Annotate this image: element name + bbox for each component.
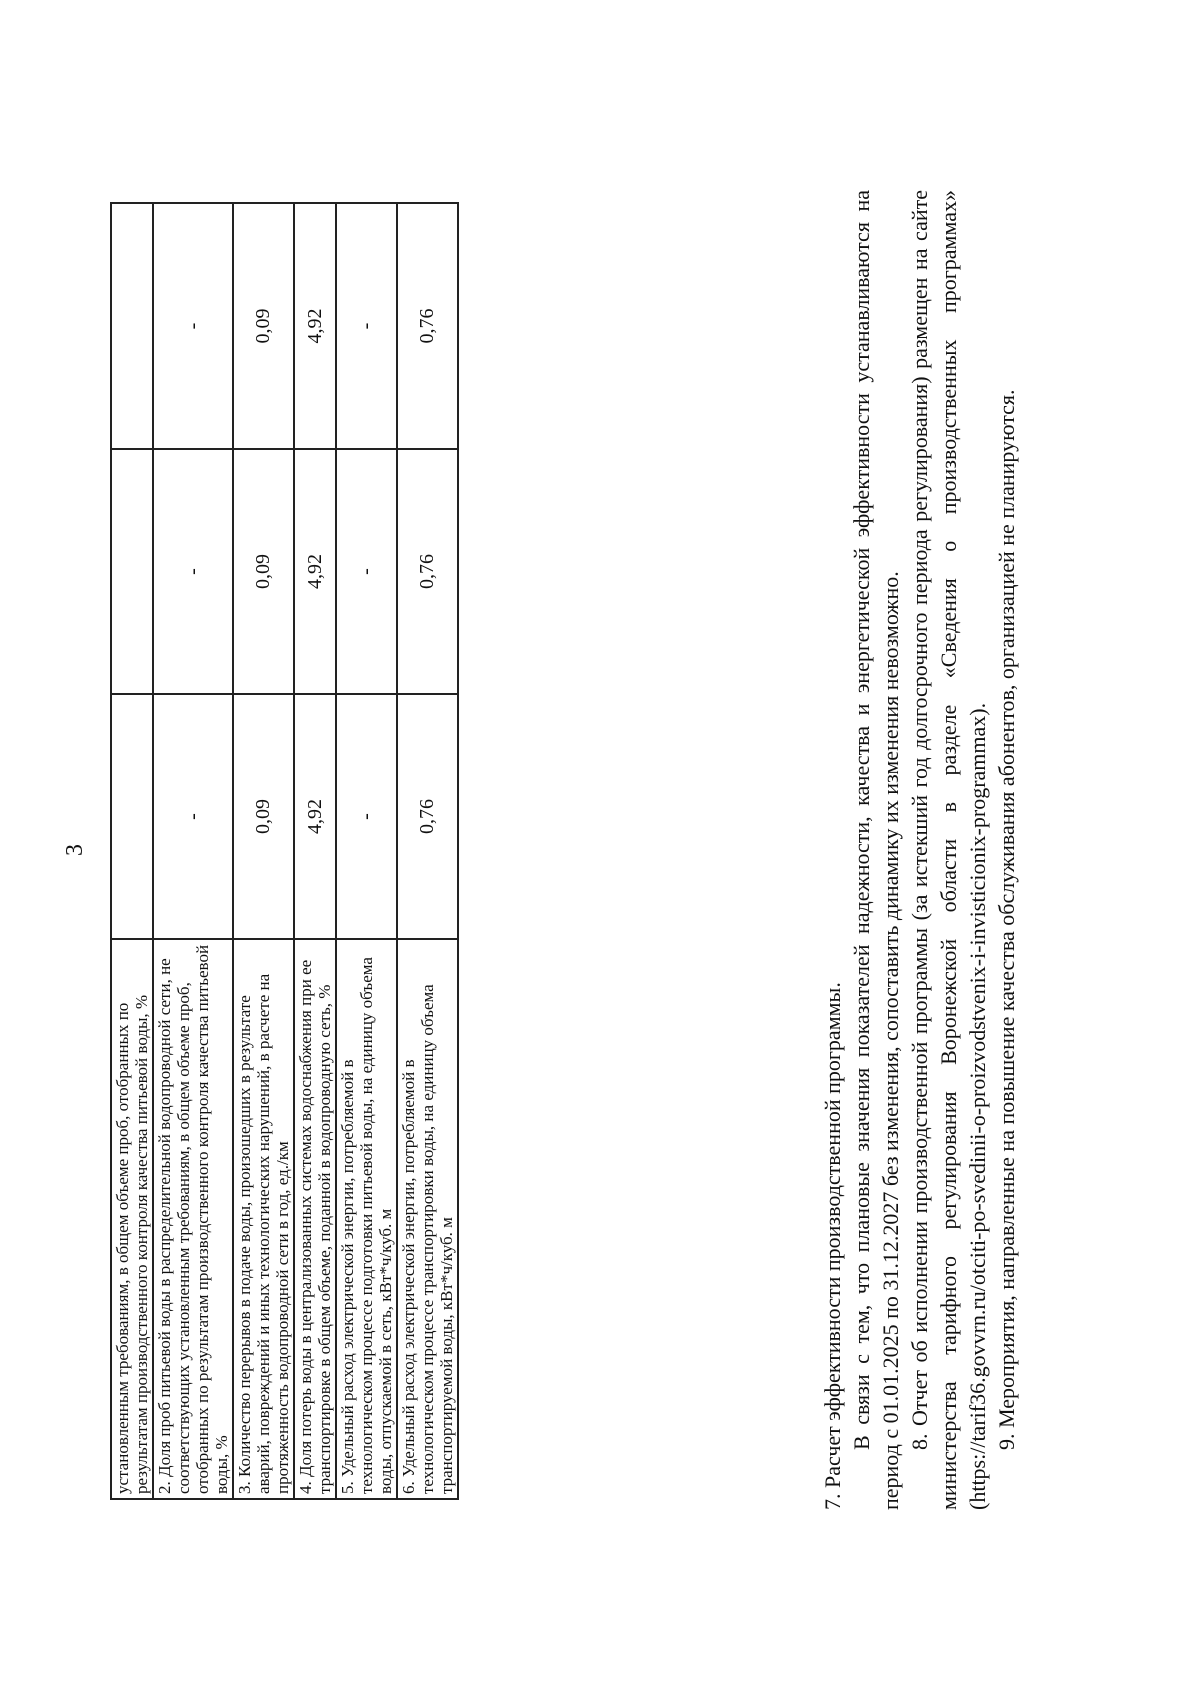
table-row <box>233 203 294 1499</box>
section-9-text: 9. Мероприятия, направленные на повышение качества обслуживания абонентов, организацией не планируются. <box>994 389 1019 1450</box>
section-8-text: 8. Отчет об исполнении производственной программы (за истекший год долгосрочного периода регулирования) размещен на сайте министерства тарифного регулирования Воронежской области в разделе «Сведения о производственных программах» (https://tarif36.govvrn.ru/otciti-po-svedinii-o-proizvodstvenix-i-invisticionix-programmax). <box>907 190 990 1510</box>
indicator-name: 5. Удельный расход электрической энергии, потребляемой в технологическом процессе подготовки питьевой воды, на единицу объема воды, отпускаемой в сеть, кВт*ч/куб. м <box>336 939 397 1499</box>
table-row <box>397 203 458 1499</box>
indicator-value-2026 <box>111 449 153 694</box>
indicator-value-2026: - <box>153 449 233 694</box>
table-row <box>111 203 153 1499</box>
indicator-name: установленным требованиям, в общем объеме проб, отобранных по результатам производственного контроля качества питьевой воды, % <box>111 939 153 1499</box>
table-row <box>153 203 233 1499</box>
indicator-value-2025: 4,92 <box>294 694 336 939</box>
indicators-table <box>110 202 459 1500</box>
indicator-value-2027: 0,09 <box>233 203 294 449</box>
table-row <box>294 203 336 1499</box>
table-row <box>336 203 397 1499</box>
indicator-value-2027: - <box>336 203 397 449</box>
indicator-value-2025: - <box>153 694 233 939</box>
indicator-value-2025 <box>111 694 153 939</box>
indicator-value-2027: - <box>153 203 233 449</box>
indicator-value-2026: 0,76 <box>397 449 458 694</box>
indicator-value-2025: 0,76 <box>397 694 458 939</box>
indicator-name: 6. Удельный расход электрической энергии, потребляемой в технологическом процессе транспортировки воды, на единицу объема транспортируемой воды, кВт*ч/куб. м <box>397 939 458 1499</box>
indicator-value-2027 <box>111 203 153 449</box>
section-7-text: В связи с тем, что плановые значения показателей надежности, качества и энергетической эффективности устанавливаются на период с 01.01.2025 по 31.12.2027 без изменения, сопоставить динамику их изменения невозможно. <box>849 190 903 1510</box>
indicator-value-2026: 0,09 <box>233 449 294 694</box>
indicator-name: 4. Доля потерь воды в централизованных системах водоснабжения при ее транспортировке в общем объеме, поданной в водопроводную сеть, % <box>294 939 336 1499</box>
indicator-value-2026: - <box>336 449 397 694</box>
indicator-name: 3. Количество перерывов в подаче воды, произошедших в результате аварий, повреждений и иных технологических нарушений, в расчете на протяженность водопроводной сети в год, ед./км <box>233 939 294 1499</box>
section-7-heading: 7. Расчет эффективности производственной программы. <box>820 982 845 1510</box>
indicator-value-2025: - <box>336 694 397 939</box>
indicator-name: 2. Доля проб питьевой воды в распределительной водопроводной сети, не соответствующих установленным требованиям, в общем объеме проб, отобранных по результатам производственного контроля качества питьевой воды, % <box>153 939 233 1499</box>
indicator-value-2027: 4,92 <box>294 203 336 449</box>
notes-section <box>818 190 1021 1510</box>
indicator-value-2027: 0,76 <box>397 203 458 449</box>
page-number: 3 <box>62 844 88 856</box>
indicator-value-2025: 0,09 <box>233 694 294 939</box>
indicator-value-2026: 4,92 <box>294 449 336 694</box>
